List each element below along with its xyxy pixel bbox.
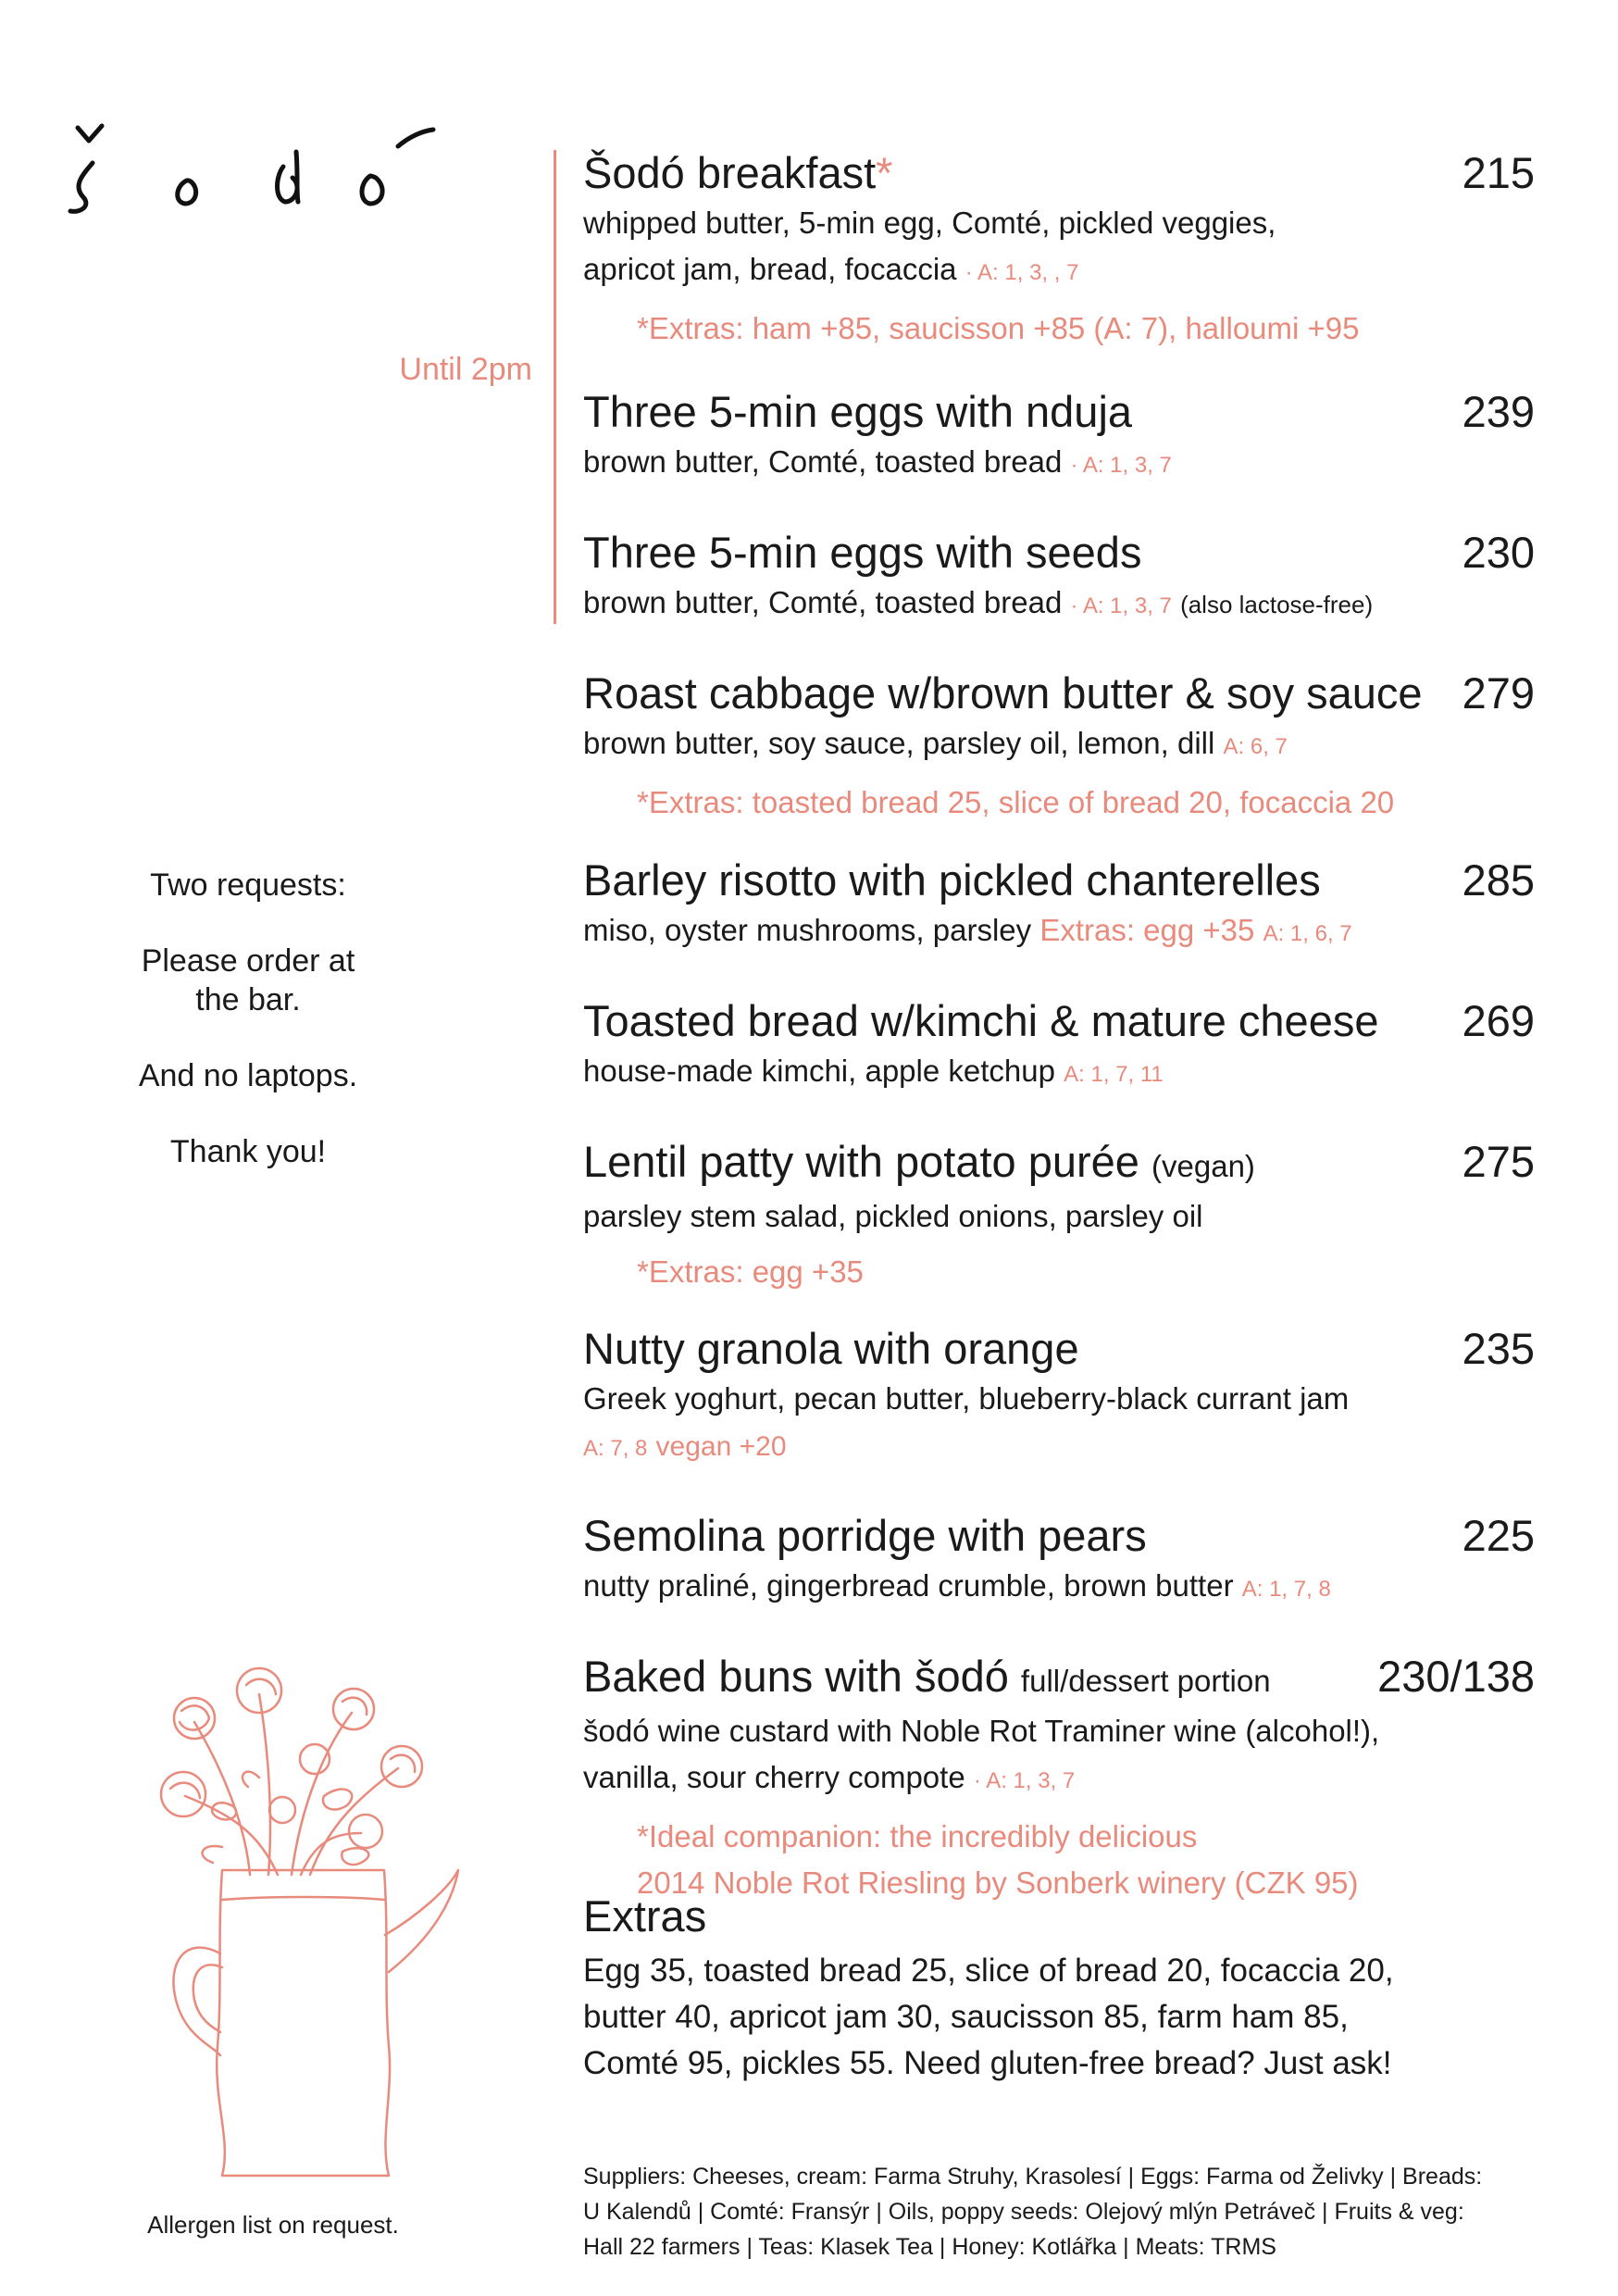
item-extras: 2014 Noble Rot Riesling by Sonberk winery (CZK 95) (637, 1866, 1359, 1900)
item-price: 239 (1462, 387, 1535, 436)
item-allergens: A: 7, 8 vegan +20 (583, 1431, 787, 1462)
item-name: Roast cabbage w/brown butter & soy sauce (583, 668, 1423, 718)
item-description: brown butter, Comté, toasted bread · A: 1, 3, 7 (also lactose-free) (583, 585, 1374, 619)
requests-line: Two requests: (150, 867, 346, 903)
item-description: brown butter, soy sauce, parsley oil, lemon, dill A: 6, 7 (583, 726, 1288, 760)
item-price: 235 (1462, 1324, 1535, 1373)
item-name: Baked buns with šodó full/dessert portion (583, 1652, 1271, 1701)
item-description: nutty praliné, gingerbread crumble, brown butter A: 1, 7, 8 (583, 1568, 1331, 1603)
menu-item (583, 385, 1535, 489)
menu-item (583, 526, 1535, 630)
menu-item (583, 667, 1535, 826)
item-price: 269 (1462, 996, 1535, 1045)
svg-text:šodó: šodó (65, 109, 68, 110)
menu-item (583, 1509, 1535, 1613)
item-price: 279 (1462, 668, 1535, 718)
item-description: house-made kimchi, apple ketchup A: 1, 7, 11 (583, 1054, 1164, 1088)
item-extras: *Ideal companion: the incredibly delicious (637, 1819, 1198, 1853)
item-price: 275 (1462, 1137, 1535, 1186)
extras-line: Egg 35, toasted bread 25, slice of bread 20, focaccia 20, (583, 1953, 1394, 1989)
item-name: Lentil patty with potato purée (vegan) (583, 1137, 1255, 1186)
item-name: Semolina porridge with pears (583, 1511, 1147, 1560)
menu-item (583, 1135, 1535, 1295)
menu-item (583, 1650, 1535, 1906)
requests-line: Thank you! (169, 1134, 327, 1169)
requests-note (100, 866, 396, 1208)
item-description: apricot jam, bread, focaccia · A: 1, 3, , 7 (583, 252, 1079, 286)
item-description: Greek yoghurt, pecan butter, blueberry-black currant jam (583, 1381, 1350, 1416)
hours-note: Until 2pm (399, 352, 532, 387)
item-name: Toasted bread w/kimchi & mature cheese (583, 996, 1379, 1045)
item-name: Šodó breakfast* (583, 148, 893, 197)
item-extras: *Extras: toasted bread 25, slice of bread 20, focaccia 20 (637, 785, 1395, 819)
item-name: Three 5-min eggs with seeds (583, 528, 1142, 577)
item-description: miso, oyster mushrooms, parsley Extras: egg +35 A: 1, 6, 7 (583, 913, 1352, 947)
requests-line: And no laptops. (138, 1058, 358, 1093)
item-description: brown butter, Comté, toasted bread · A: 1, 3, 7 (583, 444, 1172, 479)
menu-item (583, 994, 1535, 1098)
suppliers-note (583, 2159, 1537, 2265)
item-price: 285 (1462, 855, 1535, 905)
menu-item (583, 1322, 1535, 1472)
extras-title: Extras (583, 1891, 707, 1940)
item-price: 215 (1462, 148, 1535, 197)
item-price: 230 (1462, 528, 1535, 577)
item-name: Nutty granola with orange (583, 1324, 1079, 1373)
sodo-logo (65, 109, 444, 220)
suppliers-line: Suppliers: Cheeses, cream: Farma Struhy, Krasolesí | Eggs: Farma od Želivky | Breads: (583, 2164, 1483, 2190)
suppliers-line: U Kalendů | Comté: Fransýr | Oils, poppy seeds: Olejový mlýn Petráveč | Fruits & veg: (583, 2199, 1464, 2225)
item-description: vanilla, sour cherry compote · A: 1, 3, 7 (583, 1760, 1076, 1794)
allergen-note: Allergen list on request. (147, 2211, 399, 2239)
extras-line: butter 40, apricot jam 30, saucisson 85, farm ham 85, (583, 1999, 1349, 2035)
item-description: whipped butter, 5-min egg, Comté, pickled veggies, (583, 206, 1276, 240)
requests-line: Please order at the bar. (141, 943, 355, 1017)
item-description: šodó wine custard with Noble Rot Traminer wine (alcohol!), (583, 1714, 1380, 1748)
flower-vase-icon (83, 1657, 472, 2185)
suppliers-line: Hall 22 farmers | Teas: Klasek Tea | Honey: Kotlářka | Meats: TRMS (583, 2234, 1276, 2260)
item-price: 230/138 (1377, 1652, 1535, 1701)
breakfast-divider (554, 150, 556, 624)
item-name: Three 5-min eggs with nduja (583, 387, 1133, 436)
extras-section (583, 1889, 1546, 2087)
item-extras: *Extras: ham +85, saucisson +85 (A: 7), halloumi +95 (637, 311, 1360, 345)
item-extras: *Extras: egg +35 (637, 1254, 864, 1289)
menu-item (583, 854, 1535, 957)
extras-line: Comté 95, pickles 55. Need gluten-free bread? Just ask! (583, 2045, 1392, 2081)
item-description: parsley stem salad, pickled onions, parsley oil (583, 1199, 1203, 1233)
item-price: 225 (1462, 1511, 1535, 1560)
item-name: Barley risotto with pickled chanterelles (583, 855, 1321, 905)
menu-item (583, 146, 1535, 352)
